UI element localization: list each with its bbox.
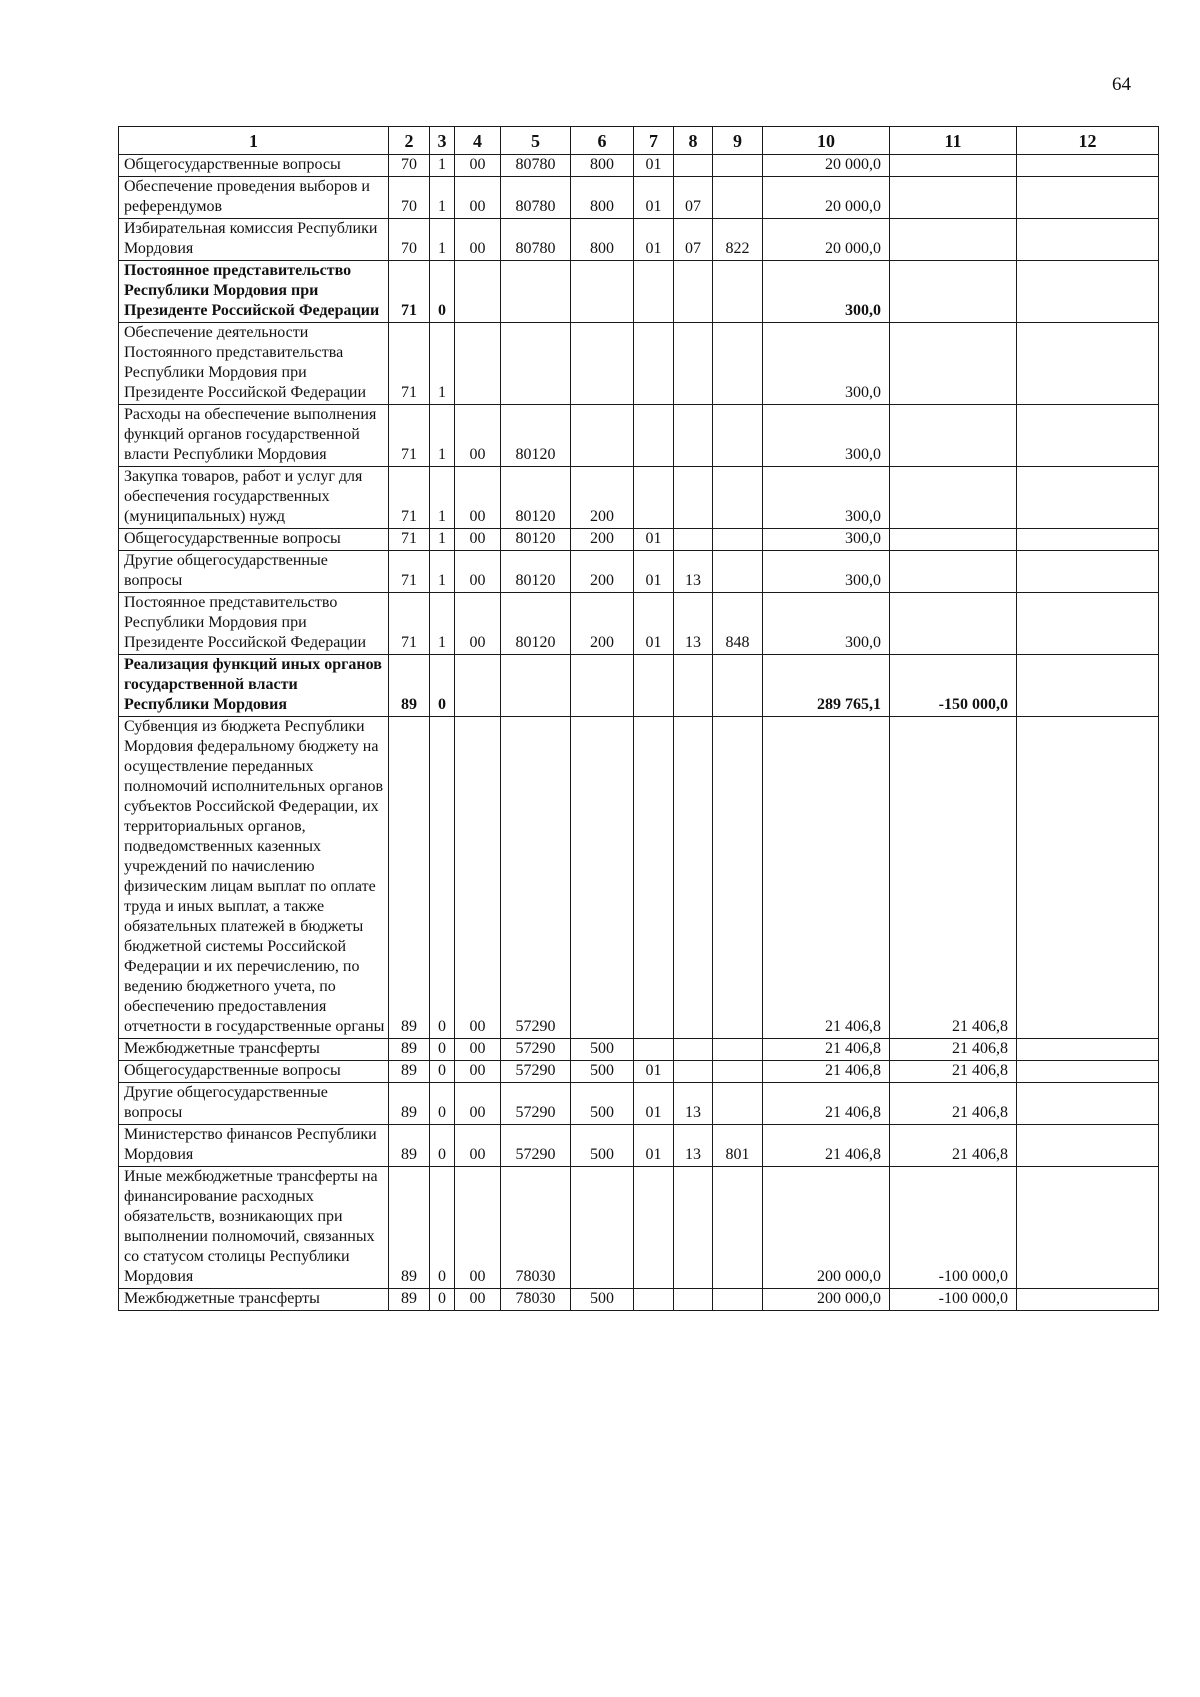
column-header: 4	[455, 127, 501, 155]
code-5-cell: 57290	[501, 1083, 571, 1125]
code-8-cell: 13	[674, 1125, 713, 1167]
code-4-cell: 00	[455, 1083, 501, 1125]
code-2-cell: 89	[389, 1125, 430, 1167]
row-name-cell: Общегосударственные вопросы	[119, 1061, 389, 1083]
code-8-cell	[674, 1167, 713, 1289]
code-7-cell: 01	[634, 551, 674, 593]
code-3-cell: 1	[430, 323, 455, 405]
code-9-cell	[713, 1083, 763, 1125]
amount-12-cell	[1017, 467, 1159, 529]
code-5-cell: 80780	[501, 155, 571, 177]
code-7-cell: 01	[634, 1061, 674, 1083]
code-2-cell: 89	[389, 1083, 430, 1125]
amount-10-cell: 21 406,8	[763, 1125, 890, 1167]
code-7-cell: 01	[634, 155, 674, 177]
code-2-cell: 71	[389, 551, 430, 593]
code-9-cell	[713, 717, 763, 1039]
code-7-cell	[634, 467, 674, 529]
code-9-cell: 848	[713, 593, 763, 655]
code-7-cell	[634, 1167, 674, 1289]
amount-10-cell: 289 765,1	[763, 655, 890, 717]
code-5-cell: 80120	[501, 593, 571, 655]
amount-12-cell	[1017, 717, 1159, 1039]
code-4-cell: 00	[455, 717, 501, 1039]
code-8-cell	[674, 405, 713, 467]
column-header: 11	[890, 127, 1017, 155]
code-9-cell	[713, 1039, 763, 1061]
code-2-cell: 89	[389, 655, 430, 717]
code-4-cell: 00	[455, 529, 501, 551]
code-2-cell: 71	[389, 529, 430, 551]
code-9-cell	[713, 323, 763, 405]
table-row	[119, 1125, 1159, 1167]
code-4-cell	[455, 261, 501, 323]
code-6-cell: 200	[571, 593, 634, 655]
code-2-cell: 89	[389, 717, 430, 1039]
row-name-cell: Обеспечение деятельности Постоянного представительства Республики Мордовия при Президенте Российской Федерации	[119, 323, 389, 405]
amount-11-cell	[890, 467, 1017, 529]
amount-12-cell	[1017, 655, 1159, 717]
column-header: 2	[389, 127, 430, 155]
code-3-cell: 0	[430, 1289, 455, 1311]
code-7-cell	[634, 1289, 674, 1311]
budget-table	[118, 126, 1159, 1311]
amount-12-cell	[1017, 261, 1159, 323]
amount-12-cell	[1017, 1083, 1159, 1125]
code-8-cell: 13	[674, 551, 713, 593]
code-9-cell	[713, 1061, 763, 1083]
code-6-cell	[571, 405, 634, 467]
code-8-cell	[674, 467, 713, 529]
column-header: 10	[763, 127, 890, 155]
row-name-cell: Постоянное представительство Республики Мордовия при Президенте Российской Федерации	[119, 593, 389, 655]
amount-12-cell	[1017, 177, 1159, 219]
code-8-cell: 07	[674, 177, 713, 219]
table-row	[119, 593, 1159, 655]
code-7-cell	[634, 261, 674, 323]
amount-11-cell	[890, 405, 1017, 467]
code-5-cell: 80780	[501, 177, 571, 219]
code-4-cell: 00	[455, 1289, 501, 1311]
code-2-cell: 71	[389, 261, 430, 323]
amount-10-cell: 21 406,8	[763, 717, 890, 1039]
code-4-cell: 00	[455, 467, 501, 529]
code-4-cell: 00	[455, 1061, 501, 1083]
code-4-cell: 00	[455, 219, 501, 261]
amount-12-cell	[1017, 405, 1159, 467]
row-name-cell: Иные межбюджетные трансферты на финансирование расходных обязательств, возникающих при выполнении полномочий, связанных со статусом столицы Республики Мордовия	[119, 1167, 389, 1289]
column-header: 1	[119, 127, 389, 155]
amount-11-cell	[890, 551, 1017, 593]
table-row	[119, 1039, 1159, 1061]
code-4-cell: 00	[455, 1167, 501, 1289]
code-3-cell: 0	[430, 261, 455, 323]
code-8-cell: 13	[674, 593, 713, 655]
amount-12-cell	[1017, 1061, 1159, 1083]
code-5-cell: 80120	[501, 467, 571, 529]
code-6-cell: 800	[571, 155, 634, 177]
code-3-cell: 1	[430, 551, 455, 593]
code-2-cell: 70	[389, 177, 430, 219]
table-row	[119, 219, 1159, 261]
amount-11-cell: 21 406,8	[890, 1125, 1017, 1167]
table-row	[119, 405, 1159, 467]
code-8-cell	[674, 323, 713, 405]
row-name-cell: Субвенция из бюджета Республики Мордовия федеральному бюджету на осуществление переданных полномочий исполнительных органов субъектов Российской Федерации, их территориальных органов, подведомственных казенных учреждений по начислению физическим лицам выплат по оплате труда и иных выплат, а также обязательных платежей в бюджеты бюджетной системы Российской Федерации и их перечислению, по ведению бюджетного учета, по обеспечению предоставления отчетности в государственные органы	[119, 717, 389, 1039]
row-name-cell: Закупка товаров, работ и услуг для обеспечения государственных (муниципальных) нужд	[119, 467, 389, 529]
table-row	[119, 467, 1159, 529]
code-7-cell	[634, 405, 674, 467]
column-header: 8	[674, 127, 713, 155]
row-name-cell: Обеспечение проведения выборов и референдумов	[119, 177, 389, 219]
amount-11-cell	[890, 261, 1017, 323]
amount-11-cell: 21 406,8	[890, 1061, 1017, 1083]
amount-10-cell: 200 000,0	[763, 1167, 890, 1289]
table-row	[119, 177, 1159, 219]
amount-10-cell: 21 406,8	[763, 1061, 890, 1083]
column-header: 5	[501, 127, 571, 155]
column-header: 7	[634, 127, 674, 155]
code-2-cell: 89	[389, 1039, 430, 1061]
code-3-cell: 1	[430, 593, 455, 655]
amount-11-cell	[890, 177, 1017, 219]
row-name-cell: Другие общегосударственные вопросы	[119, 1083, 389, 1125]
code-5-cell: 78030	[501, 1289, 571, 1311]
table-row	[119, 1061, 1159, 1083]
amount-10-cell: 20 000,0	[763, 177, 890, 219]
code-6-cell: 500	[571, 1289, 634, 1311]
table-row	[119, 551, 1159, 593]
amount-12-cell	[1017, 529, 1159, 551]
code-3-cell: 1	[430, 405, 455, 467]
code-7-cell	[634, 323, 674, 405]
amount-10-cell: 300,0	[763, 467, 890, 529]
code-7-cell: 01	[634, 177, 674, 219]
code-8-cell	[674, 717, 713, 1039]
code-3-cell: 1	[430, 219, 455, 261]
code-6-cell: 200	[571, 551, 634, 593]
code-4-cell: 00	[455, 155, 501, 177]
row-name-cell: Общегосударственные вопросы	[119, 155, 389, 177]
amount-11-cell: 21 406,8	[890, 1039, 1017, 1061]
code-5-cell: 80120	[501, 405, 571, 467]
code-8-cell	[674, 529, 713, 551]
code-6-cell	[571, 655, 634, 717]
code-6-cell: 500	[571, 1083, 634, 1125]
code-6-cell	[571, 717, 634, 1039]
code-2-cell: 70	[389, 155, 430, 177]
code-2-cell: 71	[389, 323, 430, 405]
code-9-cell	[713, 655, 763, 717]
code-9-cell: 801	[713, 1125, 763, 1167]
code-2-cell: 89	[389, 1167, 430, 1289]
amount-11-cell: 21 406,8	[890, 1083, 1017, 1125]
code-6-cell: 200	[571, 467, 634, 529]
table-row	[119, 717, 1159, 1039]
row-name-cell: Другие общегосударственные вопросы	[119, 551, 389, 593]
amount-12-cell	[1017, 551, 1159, 593]
amount-11-cell: 21 406,8	[890, 717, 1017, 1039]
code-7-cell	[634, 655, 674, 717]
code-5-cell: 80780	[501, 219, 571, 261]
row-name-cell: Министерство финансов Республики Мордовия	[119, 1125, 389, 1167]
amount-10-cell: 21 406,8	[763, 1083, 890, 1125]
column-header: 6	[571, 127, 634, 155]
code-6-cell: 200	[571, 529, 634, 551]
code-4-cell: 00	[455, 593, 501, 655]
table-row	[119, 155, 1159, 177]
header-row	[119, 127, 1159, 155]
row-name-cell: Постоянное представительство Республики Мордовия при Президенте Российской Федерации	[119, 261, 389, 323]
code-4-cell: 00	[455, 1039, 501, 1061]
code-7-cell	[634, 1039, 674, 1061]
code-9-cell	[713, 529, 763, 551]
amount-10-cell: 200 000,0	[763, 1289, 890, 1311]
code-5-cell	[501, 261, 571, 323]
code-8-cell	[674, 655, 713, 717]
amount-12-cell	[1017, 155, 1159, 177]
amount-11-cell: -150 000,0	[890, 655, 1017, 717]
row-name-cell: Избирательная комиссия Республики Мордовия	[119, 219, 389, 261]
code-5-cell: 57290	[501, 1061, 571, 1083]
table-row	[119, 261, 1159, 323]
amount-12-cell	[1017, 323, 1159, 405]
column-header: 12	[1017, 127, 1159, 155]
code-4-cell	[455, 655, 501, 717]
table-row	[119, 529, 1159, 551]
amount-12-cell	[1017, 593, 1159, 655]
code-3-cell: 0	[430, 655, 455, 717]
code-3-cell: 0	[430, 1061, 455, 1083]
amount-12-cell	[1017, 1289, 1159, 1311]
code-5-cell: 57290	[501, 1125, 571, 1167]
code-2-cell: 71	[389, 593, 430, 655]
code-9-cell	[713, 155, 763, 177]
code-8-cell	[674, 1039, 713, 1061]
amount-10-cell: 300,0	[763, 261, 890, 323]
code-6-cell	[571, 1167, 634, 1289]
column-header: 3	[430, 127, 455, 155]
code-9-cell: 822	[713, 219, 763, 261]
code-6-cell	[571, 323, 634, 405]
code-7-cell: 01	[634, 593, 674, 655]
code-9-cell	[713, 177, 763, 219]
amount-10-cell: 300,0	[763, 551, 890, 593]
code-9-cell	[713, 261, 763, 323]
code-7-cell: 01	[634, 529, 674, 551]
amount-10-cell: 300,0	[763, 405, 890, 467]
code-9-cell	[713, 551, 763, 593]
code-9-cell	[713, 405, 763, 467]
code-2-cell: 71	[389, 467, 430, 529]
code-7-cell: 01	[634, 1083, 674, 1125]
code-8-cell	[674, 261, 713, 323]
amount-11-cell	[890, 155, 1017, 177]
table-row	[119, 1083, 1159, 1125]
code-7-cell	[634, 717, 674, 1039]
code-3-cell: 0	[430, 717, 455, 1039]
code-7-cell: 01	[634, 1125, 674, 1167]
amount-10-cell: 300,0	[763, 323, 890, 405]
table-row	[119, 655, 1159, 717]
amount-12-cell	[1017, 219, 1159, 261]
code-2-cell: 70	[389, 219, 430, 261]
table-body	[119, 155, 1159, 1311]
amount-11-cell	[890, 529, 1017, 551]
row-name-cell: Межбюджетные трансферты	[119, 1289, 389, 1311]
amount-12-cell	[1017, 1167, 1159, 1289]
code-6-cell: 500	[571, 1039, 634, 1061]
code-6-cell: 800	[571, 219, 634, 261]
amount-10-cell: 300,0	[763, 593, 890, 655]
amount-12-cell	[1017, 1039, 1159, 1061]
code-4-cell: 00	[455, 405, 501, 467]
code-9-cell	[713, 1167, 763, 1289]
code-5-cell: 80120	[501, 551, 571, 593]
code-3-cell: 0	[430, 1083, 455, 1125]
code-6-cell: 500	[571, 1125, 634, 1167]
code-5-cell	[501, 655, 571, 717]
code-4-cell: 00	[455, 551, 501, 593]
code-4-cell: 00	[455, 177, 501, 219]
code-2-cell: 71	[389, 405, 430, 467]
amount-11-cell	[890, 593, 1017, 655]
code-9-cell	[713, 467, 763, 529]
code-3-cell: 1	[430, 529, 455, 551]
code-8-cell	[674, 155, 713, 177]
code-8-cell: 07	[674, 219, 713, 261]
code-3-cell: 1	[430, 155, 455, 177]
code-5-cell: 78030	[501, 1167, 571, 1289]
page-number: 64	[1112, 74, 1131, 95]
row-name-cell: Реализация функций иных органов государственной власти Республики Мордовия	[119, 655, 389, 717]
row-name-cell: Расходы на обеспечение выполнения функций органов государственной власти Республики Мордовия	[119, 405, 389, 467]
code-8-cell	[674, 1061, 713, 1083]
amount-10-cell: 20 000,0	[763, 155, 890, 177]
code-4-cell: 00	[455, 1125, 501, 1167]
code-8-cell	[674, 1289, 713, 1311]
code-5-cell: 57290	[501, 1039, 571, 1061]
code-2-cell: 89	[389, 1289, 430, 1311]
code-5-cell: 80120	[501, 529, 571, 551]
code-3-cell: 1	[430, 177, 455, 219]
code-5-cell: 57290	[501, 717, 571, 1039]
amount-10-cell: 20 000,0	[763, 219, 890, 261]
row-name-cell: Общегосударственные вопросы	[119, 529, 389, 551]
table-row	[119, 1289, 1159, 1311]
code-7-cell: 01	[634, 219, 674, 261]
code-9-cell	[713, 1289, 763, 1311]
code-4-cell	[455, 323, 501, 405]
code-6-cell: 500	[571, 1061, 634, 1083]
code-5-cell	[501, 323, 571, 405]
amount-11-cell	[890, 219, 1017, 261]
code-3-cell: 0	[430, 1039, 455, 1061]
amount-10-cell: 300,0	[763, 529, 890, 551]
code-3-cell: 0	[430, 1125, 455, 1167]
code-3-cell: 0	[430, 1167, 455, 1289]
code-3-cell: 1	[430, 467, 455, 529]
amount-11-cell: -100 000,0	[890, 1167, 1017, 1289]
amount-10-cell: 21 406,8	[763, 1039, 890, 1061]
amount-12-cell	[1017, 1125, 1159, 1167]
table-row	[119, 323, 1159, 405]
row-name-cell: Межбюджетные трансферты	[119, 1039, 389, 1061]
table-row	[119, 1167, 1159, 1289]
code-6-cell: 800	[571, 177, 634, 219]
code-2-cell: 89	[389, 1061, 430, 1083]
column-header: 9	[713, 127, 763, 155]
code-6-cell	[571, 261, 634, 323]
code-8-cell: 13	[674, 1083, 713, 1125]
amount-11-cell	[890, 323, 1017, 405]
amount-11-cell: -100 000,0	[890, 1289, 1017, 1311]
